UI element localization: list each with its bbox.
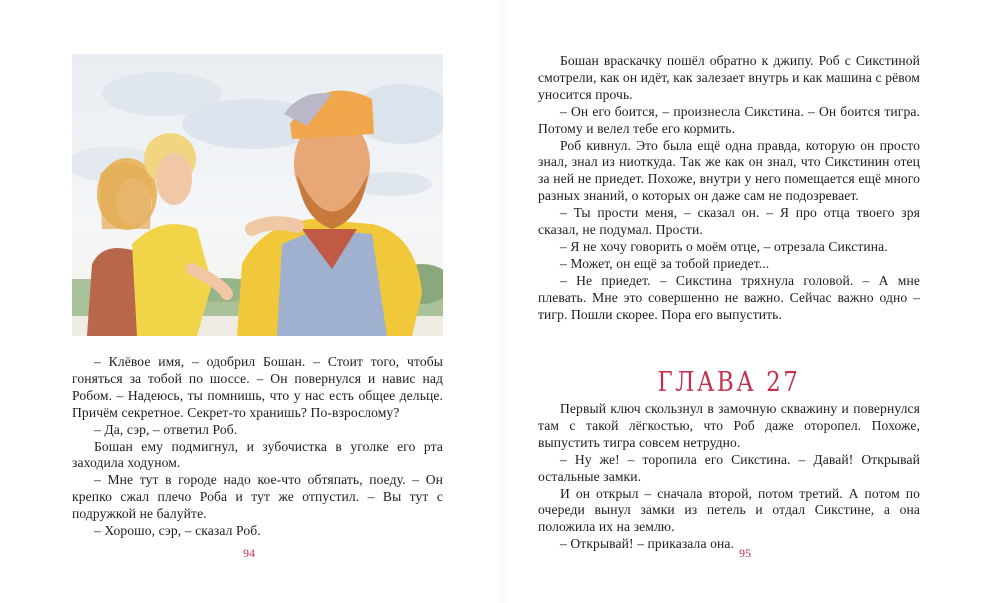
- paragraph: Первый ключ скользнул в замочную скважину и повернулся там с такой лёгкостью, что Роб даже оторопел. Похоже, выпустить тигра совсем нетрудно.: [538, 401, 920, 450]
- paragraph: – Открывай! – приказала она.: [560, 536, 734, 552]
- paragraph: – Мне тут в городе надо кое-что обтяпать, поеду. – Он крепко сжал плечо Роба и тут же отпустил. – Вы тут с подружкой не балуйте.: [72, 472, 443, 522]
- paragraph: Бошан враскачку пошёл обратно к джипу. Роб с Сикстиной смотрели, как он идёт, как залезает внутрь и как машина с рёвом уносится прочь.: [538, 53, 920, 102]
- illustration-artwork: [72, 54, 443, 336]
- left-page: [0, 0, 500, 603]
- paragraph: – Я не хочу говорить о моём отце, – отрезала Сикстина.: [560, 238, 888, 254]
- right-page: [501, 0, 1001, 603]
- chapter-heading: ГЛАВА 27: [657, 367, 801, 399]
- paragraph: – Клёвое имя, – одобрил Бошан. – Стоит того, чтобы гоняться за тобой по шоссе. – Он повернулся и навис над Робом. – Надеюсь, ты помнишь, что у нас есть общее дельце. Причём секретное. Секрет-то хранишь? По-взрослому?: [72, 354, 443, 420]
- right-page-text-bottom: [538, 401, 920, 553]
- paragraph: – Может, он ещё за тобой приедет...: [560, 255, 770, 271]
- paragraph: – Да, сэр, – ответил Роб.: [94, 421, 238, 437]
- paragraph: И он открыл – сначала второй, потом третий. А потом по очереди вынул замки из петель и отдал Сикстине, а она положила их на землю.: [538, 485, 920, 535]
- paragraph: – Ты прости меня, – сказал он. – Я про отца твоего зря сказал, не подумал. Прости.: [538, 205, 920, 238]
- page-number-right: 95: [739, 546, 751, 560]
- left-page-text: [72, 354, 443, 540]
- paragraph: Бошан ему подмигнул, и зубочистка в уголке его рта заходила ходуном.: [72, 438, 443, 471]
- paragraph: – Хорошо, сэр, – сказал Роб.: [94, 523, 261, 539]
- right-page-text-top: [538, 53, 920, 324]
- paragraph: – Он его боится, – произнесла Сикстина. – Он боится тигра. Потому и велел тебе его кормить.: [538, 103, 920, 136]
- paragraph: – Ну же! – торопила его Сикстина. – Давай! Открывай остальные замки.: [538, 451, 920, 484]
- paragraph: – Не приедет. – Сикстина тряхнула головой. – А мне плевать. Мне это совершенно не важно. Сейчас важно одно – тигр. Пошли скорее. Пора его выпустить.: [538, 272, 920, 322]
- paragraph: Роб кивнул. Это была ещё одна правда, которую он просто знал, знал из ниоткуда. Так же как он знал, что Сикстинин отец за ней не приедет. Похоже, внутри у него помещается ещё много разных знаний, о которых он даже сам не подозревает.: [538, 137, 920, 204]
- illustration: [72, 54, 443, 336]
- page-number-left: 94: [243, 546, 255, 560]
